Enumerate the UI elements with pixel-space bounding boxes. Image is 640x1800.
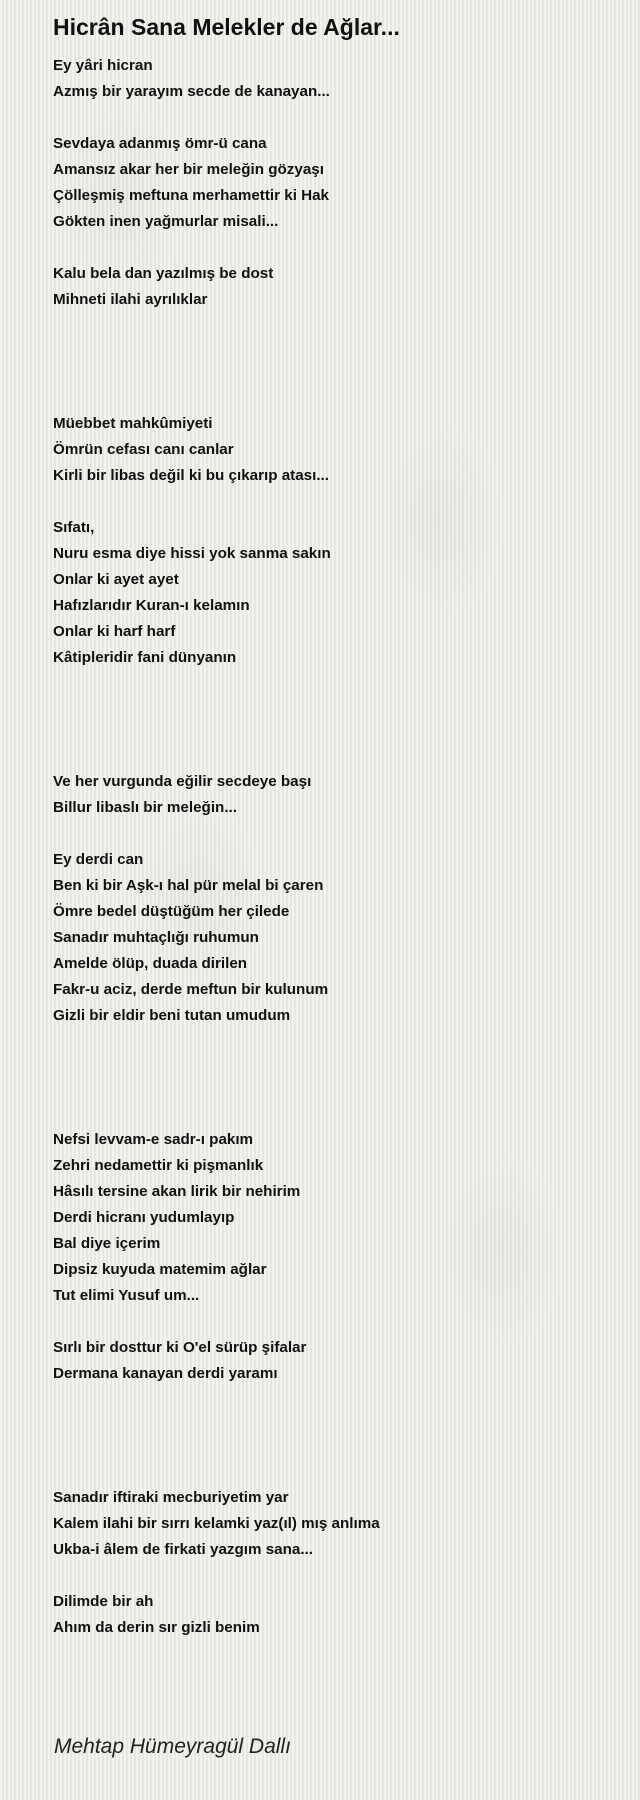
poem-line: Kalu bela dan yazılmış be dost — [53, 265, 274, 282]
poem-line: Bal diye içerim — [53, 1235, 161, 1252]
stanza-gap — [53, 1563, 613, 1589]
poem-line: Dipsiz kuyuda matemim ağlar — [53, 1261, 267, 1278]
poem-line: Amelde ölüp, duada dirilen — [53, 955, 248, 972]
poem-line: Billur libaslı bir meleğin... — [53, 799, 237, 816]
poem-line: Nuru esma diye hissi yok sanma sakın — [53, 545, 331, 562]
stanza-gap — [53, 489, 613, 515]
stanza — [53, 1485, 613, 1563]
poem-container — [53, 8, 613, 1641]
poem-line: Ey derdi can — [53, 851, 144, 868]
poem-line: Nefsi levvam-e sadr-ı pakım — [53, 1131, 254, 1148]
poem-line: Onlar ki ayet ayet — [53, 571, 179, 588]
section-gap — [53, 671, 613, 769]
poem-line: Kâtipleridir fani dünyanın — [53, 649, 237, 666]
stanza — [53, 847, 613, 1029]
poem-line: Fakr-u aciz, derde meftun bir kulunum — [53, 981, 329, 998]
poem-line: Ben ki bir Aşk-ı hal pür melal bi çaren — [53, 877, 324, 894]
poem-line: Müebbet mahkûmiyeti — [53, 415, 213, 432]
poem-line: Sıfatı, — [53, 519, 95, 536]
poem-line: Sevdaya adanmış ömr-ü cana — [53, 135, 267, 152]
stanza — [53, 131, 613, 235]
poem-line: Ahım da derin sır gizli benim — [53, 1619, 260, 1636]
poem-line: Dermana kanayan derdi yaramı — [53, 1365, 278, 1382]
stanza — [53, 1335, 613, 1387]
stanza-gap — [53, 105, 613, 131]
stanza — [53, 411, 613, 489]
stanza — [53, 53, 613, 105]
poem-line: Gökten inen yağmurlar misali... — [53, 213, 279, 230]
stanza-gap — [53, 235, 613, 261]
stanza — [53, 1589, 613, 1641]
poem-line: Derdi hicranı yudumlayıp — [53, 1209, 235, 1226]
poem-line: Kirli bir libas değil ki bu çıkarıp atası... — [53, 467, 329, 484]
poem-line: Azmış bir yarayım secde de kanayan... — [53, 83, 330, 100]
poem-author: Mehtap Hümeyragül Dallı — [54, 1735, 291, 1758]
poem-line: Ömre bedel düştüğüm her çilede — [53, 903, 290, 920]
stanza-gap — [53, 821, 613, 847]
stanza — [53, 769, 613, 821]
poem-line: Çölleşmiş meftuna merhamettir ki Hak — [53, 187, 330, 204]
section-gap — [53, 1387, 613, 1485]
poem-line: Dilimde bir ah — [53, 1593, 154, 1610]
section-gap — [53, 313, 613, 411]
poem-line: Sanadır iftiraki mecburiyetim yar — [53, 1489, 289, 1506]
stanza — [53, 515, 613, 671]
poem-line: Sanadır muhtaçlığı ruhumun — [53, 929, 259, 946]
poem-line: Tut elimi Yusuf um... — [53, 1287, 200, 1304]
poem-line: Hafızlarıdır Kuran-ı kelamın — [53, 597, 250, 614]
poem-line: Zehri nedamettir ki pişmanlık — [53, 1157, 264, 1174]
section-gap — [53, 1029, 613, 1127]
poem-line: Ey yâri hicran — [53, 57, 153, 74]
poem-line: Kalem ilahi bir sırrı kelamki yaz(ıl) mış anlıma — [53, 1515, 380, 1532]
poem-line: Mihneti ilahi ayrılıklar — [53, 291, 208, 308]
poem-line: Onlar ki harf harf — [53, 623, 176, 640]
poem-body — [53, 53, 613, 1641]
stanza — [53, 1127, 613, 1309]
poem-line: Ömrün cefası canı canlar — [53, 441, 234, 458]
poem-line: Amansız akar her bir meleğin gözyaşı — [53, 161, 324, 178]
stanza — [53, 261, 613, 313]
poem-line: Ukba-i âlem de firkati yazgım sana... — [53, 1541, 313, 1558]
poem-line: Hâsılı tersine akan lirik bir nehirim — [53, 1183, 301, 1200]
stanza-gap — [53, 1309, 613, 1335]
poem-line: Gizli bir eldir beni tutan umudum — [53, 1007, 291, 1024]
poem-line: Sırlı bir dosttur ki O'el sürüp şifalar — [53, 1339, 307, 1356]
poem-title: Hicrân Sana Melekler de Ağlar... — [53, 14, 400, 40]
poem-line: Ve her vurgunda eğilir secdeye başı — [53, 773, 312, 790]
